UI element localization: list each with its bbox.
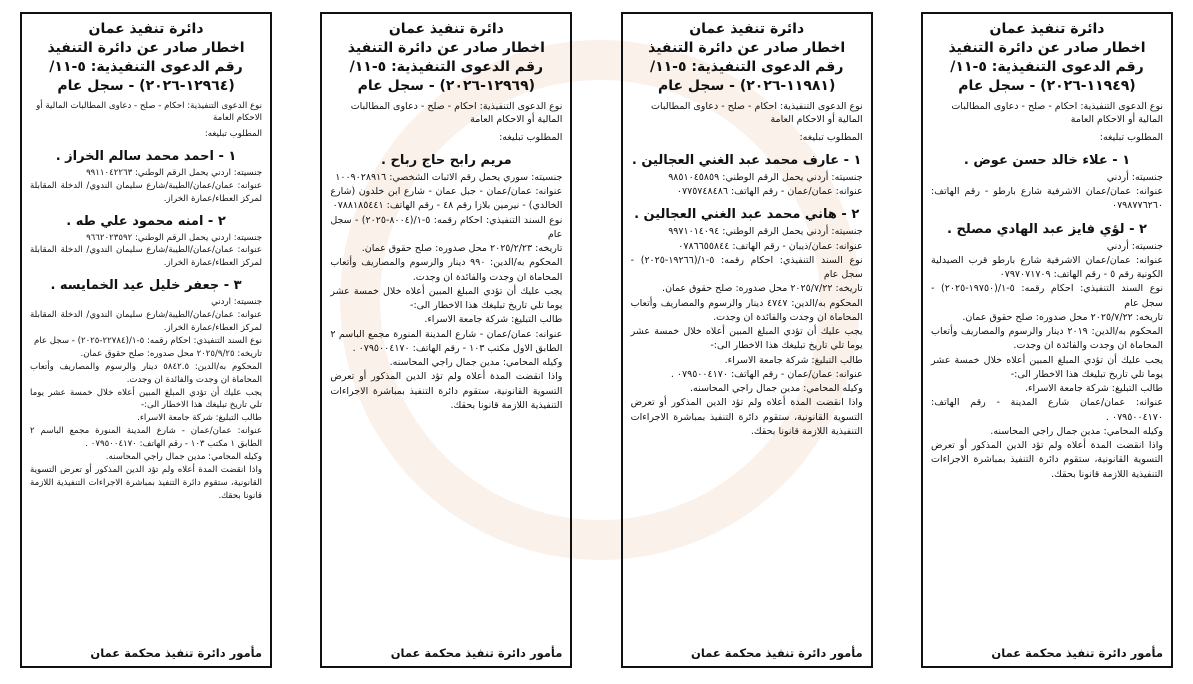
- notice-header: [30, 20, 262, 96]
- body-line: طالب التبليغ: شركة جامعة الاسراء.: [424, 314, 563, 326]
- notice-title: اخطار صادر عن دائرة التنفيذ: [948, 39, 1146, 56]
- notice-footer: مأمور دائرة تنفيذ محكمة عمان: [90, 646, 263, 660]
- body-line: وكيله المحامي: مدين جمال راجي المحاسنه.: [990, 425, 1163, 437]
- notice-2: [621, 12, 873, 668]
- party-line: عنوانه: عمان/عمان/الطيبة/شارع سليمان الندوي/ الدخلة المقابلة لمركز العطاء/عمارة الخراز.: [30, 180, 263, 204]
- party-name: ٢ - لؤي فايز عبد الهادي مصلح .: [947, 221, 1147, 237]
- body-line: وكيله المحامي: مدين جمال راجي المحاسنه.: [389, 357, 563, 369]
- dept-title: دائرة تنفيذ عمان: [88, 21, 204, 37]
- party-line: نوع السند التنفيذي: احكام رقمه: ٥-١/(١٩٢٦٦-٢٠٢٥) - سجل عام: [630, 254, 863, 281]
- body-line: طالب التبليغ: شركة جامعة الاسراء.: [1024, 383, 1163, 395]
- case-number: (١٢٩٦٤-٢٠٢٦) - سجل عام: [57, 77, 235, 94]
- case-type: نوع الدعوى التنفيذية: احكام - صلح - دعاوى المطالبات المالية أو الاحكام العامة: [350, 100, 563, 126]
- party-line: جنسيته: أردني: [1106, 240, 1163, 252]
- body-line: المحكوم به/الدين: ٢٠١٩ دينار والرسوم والمصاريف وأتعاب المحاماة ان وجدت والفائدة ان وجدت.: [931, 326, 1163, 352]
- body-line: طالب التبليغ: شركة جامعة الاسراء.: [724, 354, 863, 366]
- party-line: عنوانه: عمان/عمان/الطيبة/شارع سليمان الندوي/ الدخلة المقابلة لمركز العطاء/عمارة الخراز.: [30, 245, 263, 269]
- notice-footer: مأمور دائرة تنفيذ محكمة عمان: [691, 646, 863, 660]
- notice-3: [320, 12, 572, 668]
- notice-1: [921, 12, 1173, 668]
- party-line: جنسيته: اردني يحمل الرقم الوطني: ٩٦٦٢٠٢٣٥٩٢: [86, 232, 263, 243]
- notice-title: اخطار صادر عن دائرة التنفيذ: [47, 39, 245, 56]
- notice-header: [631, 20, 863, 96]
- notified-label: المطلوب تبليغه:: [1099, 132, 1163, 144]
- body-line: وكيله المحامي: مدين جمال راجي المحاسنه.: [105, 451, 263, 462]
- body-line: واذا انقضت المدة أعلاه ولم تؤد الدين المذكور أو تعرض التسوية القانونية، ستقوم دائرة التنفيذ بمباشرة الاجراءات التنفيذية اللازمة قانونا بحقك.: [330, 371, 563, 411]
- body-line: عنوانه: عمان/عمان - شارع المدينة المنورة مجمع الباسم ٢ الطابق ١ مكتب ١٠٣ - رقم الهاتف: ٠٧٩٥٠٠٤١٧٠ .: [30, 426, 263, 450]
- body-line: وكيله المحامي: مدين جمال راجي المحاسنه.: [689, 383, 863, 395]
- body-line: المحكوم به/الدين: ٥٨٤٢.٥ دينار والرسوم والمصاريف وأتعاب المحاماة ان وجدت والفائدة ان وجدت.: [30, 361, 263, 385]
- body-line: طالب التبليغ: شركة جامعة الاسراء.: [137, 413, 263, 424]
- case-type: نوع الدعوى التنفيذية: احكام - صلح - دعاوى المطالبات المالية أو الاحكام العامة: [36, 100, 263, 124]
- party-line: عنوانه: عمان/عمان - رقم الهاتف: ٠٧٧٥٧٤٨٤٨٦: [676, 186, 863, 198]
- party-name: ٣ - جعفر خليل عيد الخمايسه .: [50, 278, 242, 294]
- body-line: واذا انقضت المدة أعلاه ولم تؤد الدين المذكور أو تعرض التسوية القانونية، ستقوم دائرة التنفيذ بمباشرة الاجراءات التنفيذية اللازمة قانونا بحقك.: [931, 440, 1163, 480]
- notice-title: اخطار صادر عن دائرة التنفيذ: [648, 39, 846, 56]
- case-type: نوع الدعوى التنفيذية: احكام - صلح - دعاوى المطالبات المالية أو الاحكام العامة: [951, 100, 1163, 126]
- party-line: تاريخه: ٢٠٢٥/٧/٢٢ محل صدوره: صلح حقوق عمان.: [662, 283, 863, 295]
- party-name: ٢ - امنه محمود علي طه .: [66, 213, 226, 229]
- body-line: عنوانه: عمان/عمان شارع المدينة - رقم الهاتف: ٠٧٩٥٠٠٤١٧٠ .: [931, 397, 1163, 423]
- body-line: يجب عليك أن تؤدي المبلغ المبين أعلاه خلال خمسة عشر يوما تلي تاريخ تبليغك هذا الاخطار الى:-: [30, 387, 263, 411]
- notice-header: [330, 20, 562, 96]
- notice-footer: مأمور دائرة تنفيذ محكمة عمان: [991, 646, 1163, 660]
- party-name: ٢ - هاني محمد عبد الغني العجالين .: [634, 207, 860, 223]
- case-number-label: رقم الدعوى التنفيذية: ٥-١١/: [649, 58, 844, 75]
- body-line: المحكوم به/الدين: ٩٩٠ دينار والرسوم والمصاريف وأتعاب المحاماة ان وجدت والفائدة ان وجدت.: [330, 257, 563, 283]
- body-line: عنوانه: عمان/عمان - رقم الهاتف: ٠٧٩٥٠٠٤١٧٠ .: [670, 368, 863, 380]
- party-line: عنوانه: عمان/عمان الاشرفية شارع بارطو قرب الصيدلية الكونية رقم ٥ - رقم الهاتف: ٠٧٩٧٠٧١٧٠٩: [931, 254, 1163, 281]
- body-line: يجب عليك أن تؤدي المبلغ المبين أعلاه خلال خمسة عشر يوما تلي تاريخ تبليغك هذا الاخطار الى:-: [630, 326, 863, 352]
- body-line: عنوانه: عمان/عمان - شارع المدينة المنورة مجمع الباسم ٢ الطابق الاول مكتب ١٠٣ - رقم الهاتف: ٠٧٩٥٠٠٤١٧٠ .: [330, 328, 563, 354]
- case-number: (١١٩٨١-٢٠٢٦) - سجل عام: [657, 77, 836, 94]
- party-name: ١ - احمد محمد سالم الخراز .: [55, 148, 237, 164]
- notified-label: المطلوب تبليغه:: [799, 132, 863, 144]
- party-line: عنوانه: عمان/عمان الاشرفية شارع بارطو - رقم الهاتف: ٠٧٩٨٧٧٦٢٦٠: [931, 186, 1163, 212]
- case-number: (١١٩٤٩-٢٠٢٦) - سجل عام: [958, 77, 1136, 94]
- notified-label: المطلوب تبليغه:: [499, 132, 563, 144]
- case-number-label: رقم الدعوى التنفيذية: ٥-١١/: [950, 58, 1144, 75]
- party-line: تاريخه: ٢٠٢٥/٩/٢٥ محل صدوره: صلح حقوق عمان.: [80, 348, 263, 359]
- party-name: ١ - عارف محمد عبد الغني العجالين .: [631, 152, 862, 168]
- body-line: يجب عليك أن تؤدي المبلغ المبين أعلاه خلال خمسة عشر يوما تلي تاريخ تبليغك هذا الاخطار الى:-: [931, 354, 1163, 380]
- party-line: تاريخه: ٢٠٢٥/٧/٢٢ محل صدوره: صلح حقوق عمان.: [962, 311, 1163, 323]
- case-number-label: رقم الدعوى التنفيذية: ٥-١١/: [349, 58, 544, 75]
- party-line: عنوانه: عمان/ذيبان - رقم الهاتف: ٠٧٨٦٦٥٥٨٤٤: [678, 240, 863, 252]
- body-line: واذا انقضت المدة أعلاه ولم تؤد الدين المذكور أو تعرض التسوية القانونية، ستقوم دائرة التنفيذ بمباشرة الاجراءات التنفيذية اللازمة قانونا بحقك.: [630, 397, 863, 437]
- party-line: نوع السند التنفيذي: احكام رقمه: ٥-١/(١٩٧٥٠-٢٠٢٥) - سجل عام: [931, 283, 1164, 309]
- case-number-label: رقم الدعوى التنفيذية: ٥-١١/: [49, 58, 243, 75]
- party-name: ١ - علاء خالد حسن عوض .: [963, 152, 1131, 168]
- body-line: المحكوم به/الدين: ٤٧٤٧ دينار والرسوم والمصاريف وأتعاب المحاماة ان وجدت والفائدة ان وجدت.: [630, 297, 863, 323]
- body-line: يجب عليك أن تؤدي المبلغ المبين أعلاه خلال خمسة عشر يوما تلي تاريخ تبليغك هذا الاخطار الى:-: [330, 285, 563, 312]
- notice-header: [931, 20, 1163, 96]
- notified-label: المطلوب تبليغه:: [204, 129, 263, 140]
- party-line: عنوانه: عمان/عمان - جبل عمان - شارع ابن خلدون (شارع الخالدي) - نيرمين بلازا رقم ٤٨ - رقم الهاتف: ٠٧٨٨١٨٥٤٤١: [330, 186, 563, 212]
- case-type: نوع الدعوى التنفيذية: احكام - صلح - دعاوى المطالبات المالية أو الاحكام العامة: [651, 100, 863, 126]
- party-line: تاريخه: ٢٠٢٥/٢/٢٣ محل صدوره: صلح حقوق عمان.: [361, 243, 563, 255]
- party-line: نوع السند التنفيذي: احكام رقمه: ٥-١/(٨٠٠٤-٢٠٢٥) - سجل عام: [330, 214, 563, 240]
- party-name: مريم رابح حاج رباح .: [381, 152, 512, 168]
- party-line: جنسيته: سوري يحمل رقم الاثبات الشخصي: ١٠٠٩٠٢٨٩١٦: [335, 171, 563, 183]
- party-line: جنسيته: اردني: [211, 297, 263, 308]
- dept-title: دائرة تنفيذ عمان: [388, 21, 504, 37]
- party-line: جنسيته: أردني يحمل الرقم الوطني: ٩٨٥١٠٤٥٨٥٩: [668, 171, 863, 183]
- case-number: (١٢٩٦٩-٢٠٢٦) - سجل عام: [357, 77, 536, 94]
- notice-title: اخطار صادر عن دائرة التنفيذ: [347, 39, 545, 56]
- party-line: جنسيته: اردني يحمل الرقم الوطني: ٩٩١١٠٤٢٢٦٣: [86, 167, 263, 178]
- party-line: عنوانه: عمان/عمان/الطيبة/شارع سليمان الندوي/ الدخلة المقابلة لمركز العطاء/عمارة الخراز.: [30, 310, 263, 334]
- party-line: جنسيته: أردني: [1106, 171, 1163, 183]
- body-line: واذا انقضت المدة أعلاه ولم تؤد الدين المذكور أو تعرض التسوية القانونية، ستقوم دائرة التنفيذ بمباشرة الاجراءات التنفيذية اللازمة قانونا بحقك.: [30, 464, 263, 501]
- party-line: جنسيته: أردني يحمل الرقم الوطني: ٩٩٧١٠١٤٠٩٤: [668, 226, 863, 238]
- dept-title: دائرة تنفيذ عمان: [689, 21, 805, 37]
- notice-footer: مأمور دائرة تنفيذ محكمة عمان: [390, 646, 563, 660]
- dept-title: دائرة تنفيذ عمان: [989, 21, 1105, 37]
- notice-4: [20, 12, 272, 668]
- party-line: نوع السند التنفيذي: احكام رقمه: ٥-١/(٢٢٧٨٤-٢٠٢٥) - سجل عام: [33, 335, 263, 346]
